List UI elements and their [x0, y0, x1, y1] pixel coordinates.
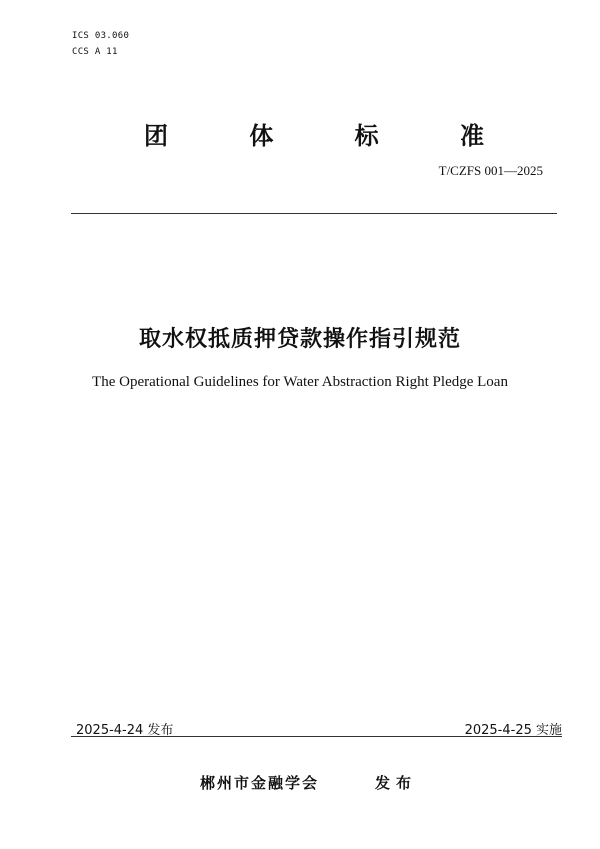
bottom-divider — [71, 736, 562, 737]
top-divider — [71, 213, 557, 214]
implement-date: 2025-4-25 实施 — [464, 723, 562, 738]
publish-label: 发布 — [375, 774, 418, 792]
publisher-name: 郴州市金融学会 — [200, 774, 320, 792]
standard-number: T/CZFS 001—2025 — [438, 163, 543, 178]
publish-date: 2025-4-24 发布 — [76, 723, 174, 738]
standard-type-char: 标 — [354, 122, 379, 150]
standard-type-char: 团 — [144, 122, 168, 150]
standard-type-heading — [144, 116, 484, 151]
document-title-chinese: 取水权抵质押贷款操作指引规范 — [138, 327, 461, 352]
standard-type-char: 准 — [459, 122, 484, 150]
ccs-code: CCS A 11 — [72, 47, 118, 57]
ics-code: ICS 03.060 — [72, 31, 130, 41]
document-title-english: The Operational Guidelines for Water Abstraction Right Pledge Loan — [92, 374, 508, 390]
standard-type-char: 体 — [249, 122, 274, 150]
